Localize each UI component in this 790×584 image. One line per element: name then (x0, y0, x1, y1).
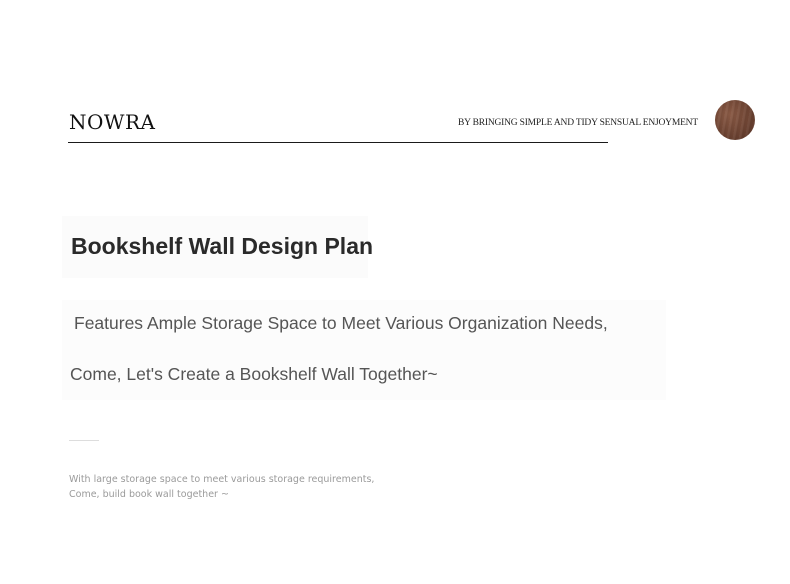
english-line-1: With large storage space to meet various storage requirements, (69, 474, 375, 485)
english-line-2: Come, build book wall together ~ (69, 489, 229, 500)
subtitle-line-1: Features Ample Storage Space to Meet Various Organization Needs, (74, 313, 608, 333)
subtitle-line-2: Come, Let's Create a Bookshelf Wall Together~ (70, 364, 438, 384)
page-title: Bookshelf Wall Design Plan (71, 233, 374, 259)
brand-logo: NOWRA (69, 110, 156, 134)
divider (69, 440, 99, 441)
wood-texture-icon (715, 100, 755, 140)
header-tagline: BY BRINGING SIMPLE AND TIDY SENSUAL ENJOYMENT (458, 118, 698, 128)
